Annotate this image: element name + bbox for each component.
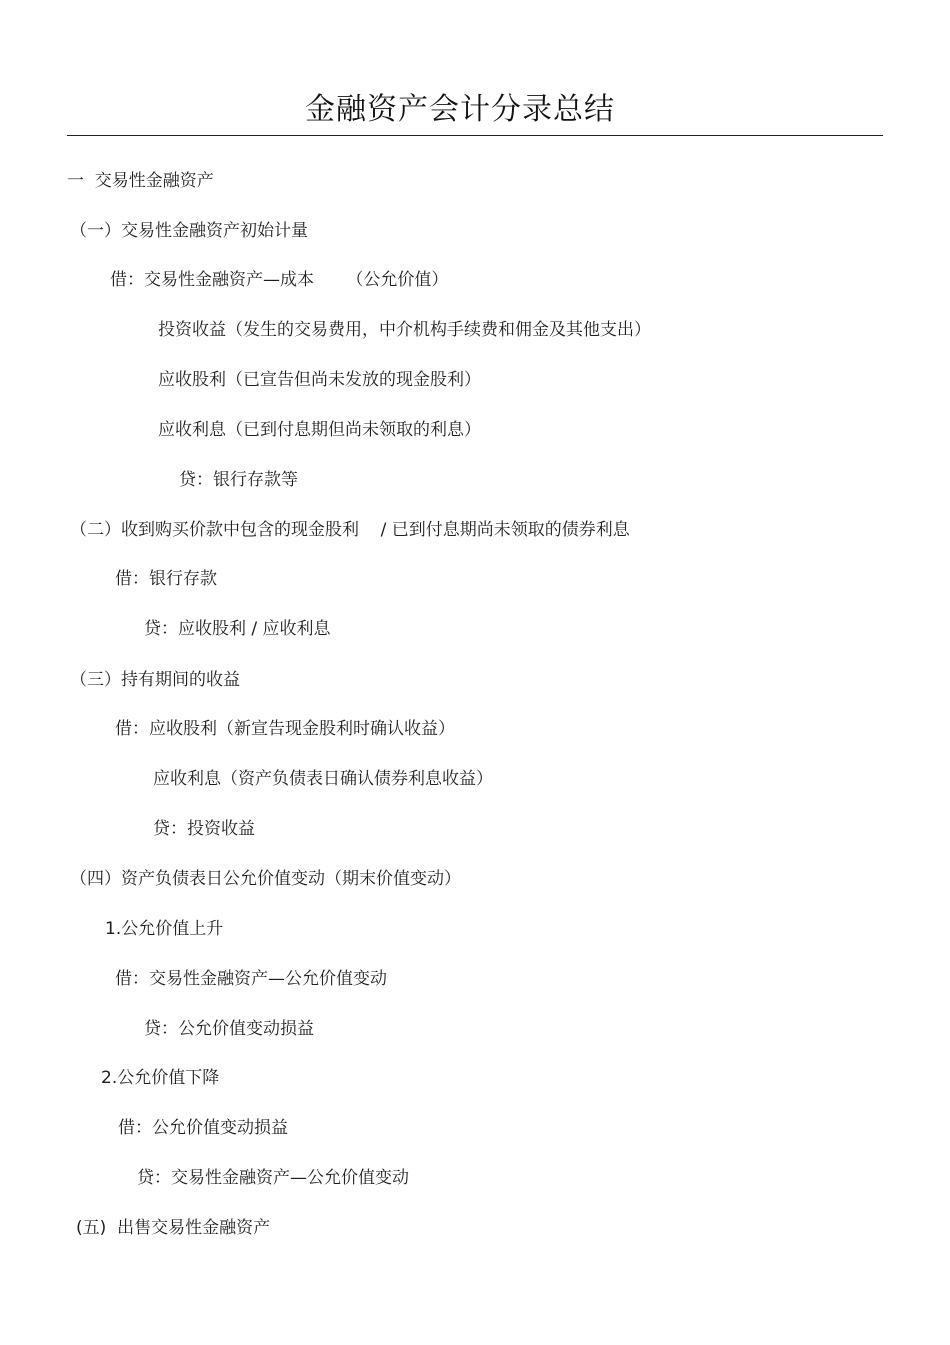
debit-entry: 借：交易性金融资产—成本 （公允价值） bbox=[110, 270, 449, 290]
credit-entry: 贷：投资收益 bbox=[153, 819, 255, 839]
debit-entry-continued: 应收利息（已到付息期但尚未领取的利息） bbox=[158, 420, 481, 440]
debit-entry: 借：公允价值变动损益 bbox=[118, 1118, 288, 1138]
document-title: 金融资产会计分录总结 bbox=[305, 92, 615, 127]
section-heading: 一 交易性金融资产 bbox=[67, 171, 214, 191]
credit-entry: 贷：交易性金融资产—公允价值变动 bbox=[137, 1168, 409, 1188]
credit-entry: 贷：银行存款等 bbox=[179, 470, 298, 490]
debit-entry-continued: 应收利息（资产负债表日确认债券利息收益） bbox=[153, 769, 493, 789]
debit-entry: 借：交易性金融资产—公允价值变动 bbox=[115, 969, 387, 989]
debit-entry-continued: 应收股利（已宣告但尚未发放的现金股利） bbox=[158, 370, 481, 390]
debit-entry: 借：银行存款 bbox=[115, 569, 217, 589]
subsection-heading: (五) 出售交易性金融资产 bbox=[76, 1218, 271, 1238]
debit-entry-continued: 投资收益（发生的交易费用，中介机构手续费和佣金及其他支出） bbox=[158, 320, 651, 340]
subsection-heading: （三）持有期间的收益 bbox=[70, 670, 240, 690]
case-heading: 2.公允价值下降 bbox=[101, 1068, 220, 1088]
subsection-heading: （四）资产负债表日公允价值变动（期末价值变动） bbox=[70, 869, 461, 889]
credit-entry: 贷：公允价值变动损益 bbox=[144, 1019, 314, 1039]
subsection-heading: （一）交易性金融资产初始计量 bbox=[70, 221, 308, 241]
case-heading: 1.公允价值上升 bbox=[105, 919, 224, 939]
subsection-heading: （二）收到购买价款中包含的现金股利 / 已到付息期尚未领取的债券利息 bbox=[70, 520, 630, 540]
title-divider bbox=[67, 135, 883, 136]
debit-entry: 借：应收股利（新宣告现金股利时确认收益） bbox=[115, 719, 455, 739]
credit-entry: 贷：应收股利 / 应收利息 bbox=[144, 619, 331, 639]
